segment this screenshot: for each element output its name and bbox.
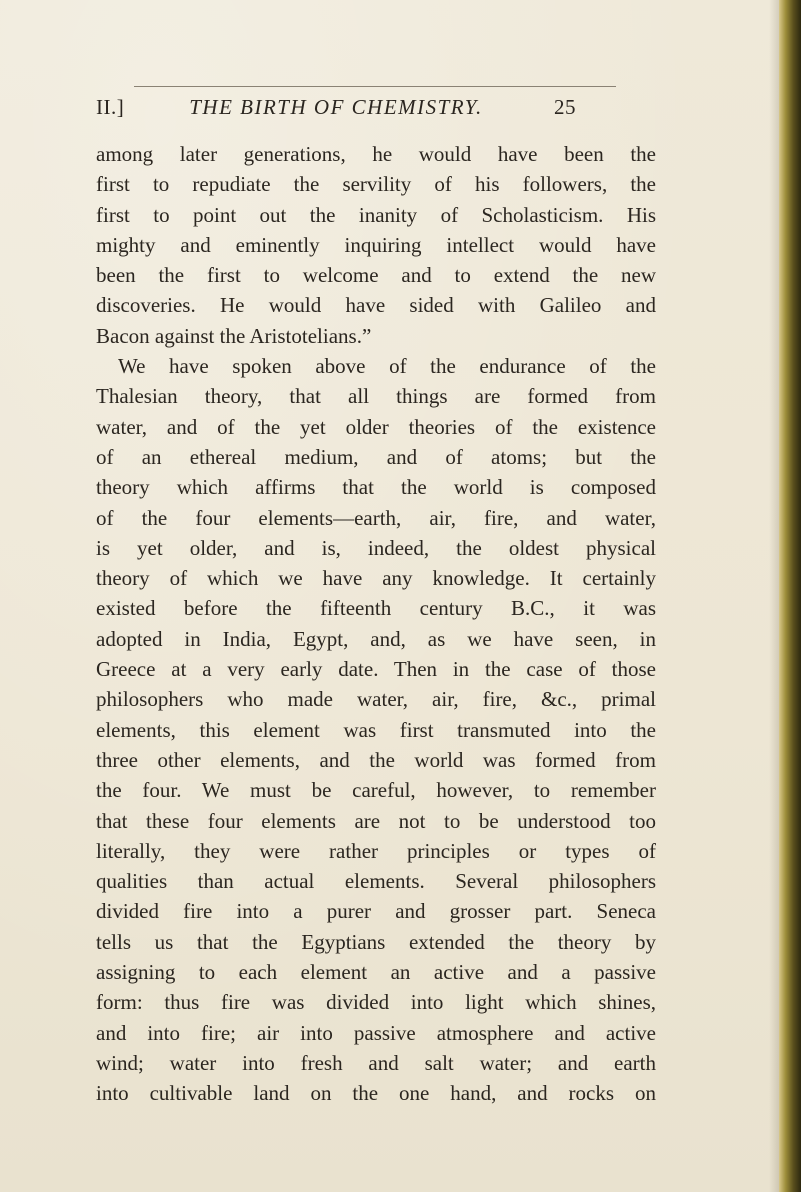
text-line: adopted in India, Egypt, and, as we have seen, in (96, 626, 656, 651)
text-line: of an ethereal medium, and of atoms; but the (96, 444, 656, 469)
text-line: We have spoken above of the endurance of the (118, 354, 656, 379)
text-line: existed before the fifteenth century B.C., it was (96, 596, 656, 621)
text-line: and into fire; air into passive atmosphere and active (96, 1020, 656, 1045)
text-line: theory which affirms that the world is composed (96, 475, 656, 500)
text-line: first to point out the inanity of Scholasticism. His (96, 202, 656, 227)
book-edge (779, 0, 801, 1192)
text-line: among later generations, he would have been the (96, 142, 656, 166)
page-number: 25 (554, 95, 576, 119)
text-line: discoveries. He would have sided with Galileo and (96, 293, 656, 318)
text-line: is yet older, and is, indeed, the oldest physical (96, 535, 656, 560)
text-line: mighty and eminently inquiring intellect would have (96, 232, 656, 257)
text-line: assigning to each element an active and a passive (96, 960, 656, 985)
text-line: into cultivable land on the one hand, and rocks on (96, 1081, 656, 1106)
text-line: been the first to welcome and to extend the new (96, 263, 656, 288)
text-line: the four. We must be careful, however, to remember (96, 778, 656, 803)
text-line: of the four elements—earth, air, fire, and water, (96, 505, 656, 530)
text-line: Bacon against the Aristotelians.” (96, 323, 372, 348)
text-line: theory of which we have any knowledge. It certainly (96, 566, 656, 591)
text-line: three other elements, and the world was formed from (96, 747, 656, 772)
text-line: elements, this element was first transmuted into the (96, 717, 656, 742)
text-line: literally, they were rather principles or types of (96, 838, 656, 863)
text-line: water, and of the yet older theories of the existence (96, 414, 656, 439)
page-edge-shadow (769, 0, 779, 1192)
text-line: divided fire into a purer and grosser part. Seneca (96, 899, 656, 924)
running-title: THE BIRTH OF CHEMISTRY. (189, 95, 483, 119)
text-line: qualities than actual elements. Several philosophers (96, 869, 656, 894)
text-line: form: thus fire was divided into light which shines, (96, 990, 656, 1015)
header-rule (134, 86, 616, 87)
text-line: first to repudiate the servility of his followers, the (96, 172, 656, 197)
text-line: tells us that the Egyptians extended the theory by (96, 929, 656, 954)
text-line: wind; water into fresh and salt water; and earth (96, 1050, 656, 1075)
text-line: that these four elements are not to be understood too (96, 808, 656, 833)
text-line: Thalesian theory, that all things are formed from (96, 384, 656, 409)
text-line: philosophers who made water, air, fire, &c., primal (96, 687, 656, 712)
text-line: Greece at a very early date. Then in the case of those (96, 657, 656, 682)
body-text (96, 139, 656, 1109)
chapter-number: II.] (96, 95, 125, 119)
running-header (96, 95, 576, 125)
